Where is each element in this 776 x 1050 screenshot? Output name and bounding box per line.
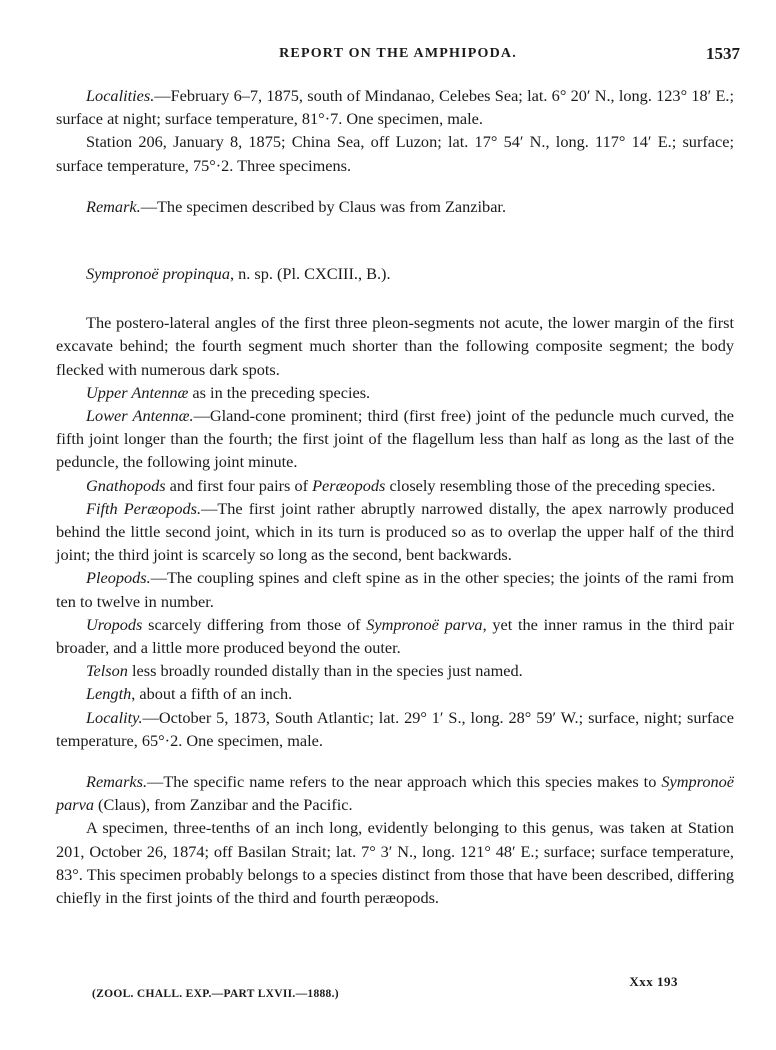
imprint-line: (ZOOL. CHALL. EXP.—PART LXVII.—1888.) — [92, 988, 339, 1000]
text-length: , about a fifth of an inch. — [131, 684, 293, 704]
label-pleopods: Pleopods. — [86, 568, 151, 588]
label-remark: Remark. — [86, 196, 141, 216]
text-pleopods: —The coupling spines and cleft spine as in the other species; the joints of the rami from ten to twelve in number. — [56, 568, 734, 611]
label-fifth-peraeopods: Fifth Peræopods. — [86, 498, 202, 518]
paragraph-remarks — [56, 770, 734, 816]
species-heading — [56, 262, 734, 285]
page-footer — [84, 974, 684, 1006]
paragraph-station-201 — [56, 816, 734, 909]
label-upper-antennae: Upper Antennæ — [86, 382, 189, 402]
paragraph-description — [56, 311, 734, 381]
label-length: Length — [86, 684, 132, 704]
label-uropods: Uropods — [86, 614, 143, 634]
text-remarks-mid: —The specific name refers to the near approach which this species makes to — [147, 772, 662, 792]
species-name: Sympronoë propinqua — [86, 264, 230, 284]
text-gnathopods-mid: and first four pairs of — [165, 475, 313, 495]
running-title: REPORT ON THE AMPHIPODA. — [279, 46, 517, 61]
paragraph-remark — [56, 195, 734, 218]
paragraph-locality — [56, 706, 734, 752]
text-upper-antennae: as in the preceding species. — [188, 382, 371, 402]
body-text — [56, 84, 734, 909]
text-uropods-mid: scarcely differing from those of — [142, 614, 367, 634]
text-remark: —The specimen described by Claus was from Zanzibar. — [140, 196, 507, 216]
text-description: The postero-lateral angles of the first three pleon-segments not acute, the lower margin of the first excavate behind; the fourth segment much shorter than the following composite segment; the body flecked with numerous dark spots. — [56, 313, 734, 379]
label-lower-antennae: Lower Antennæ. — [86, 406, 194, 426]
label-telson: Telson — [86, 661, 128, 681]
paragraph-pleopods — [56, 566, 734, 612]
label-sympronoe-parva: Sympronoë parva — [366, 614, 483, 634]
paragraph-upper-antennae — [56, 381, 734, 404]
label-gnathopods: Gnathopods — [86, 475, 166, 495]
paragraph-uropods — [56, 613, 734, 659]
signature-mark: Xxx 193 — [629, 974, 678, 989]
text-remarks: (Claus), from Zanzibar and the Pacific. — [93, 795, 353, 815]
species-plate-ref: , n. sp. (Pl. CXCIII., B.). — [229, 264, 391, 284]
label-remarks: Remarks. — [86, 772, 148, 792]
text-uropods: , yet the inner ramus in the third pair broader, and a little more produced beyond the outer. — [56, 614, 734, 658]
running-head — [56, 44, 740, 68]
text-gnathopods: closely resembling those of the preceding species. — [385, 475, 716, 495]
text-lower-antennae: —Gland-cone prominent; third (first free) joint of the peduncle much curved, the fifth joint longer than the fourth; the first joint of the flagellum less than half as long as the last of the peduncle, the following joint minute. — [56, 406, 734, 472]
paragraph-lower-antennae — [56, 404, 734, 474]
text-fifth-peraeopods: —The first joint rather abruptly narrowed distally, the apex narrowly produced behind the little second joint, which in its turn is produced so as to overlap the upper half of the third joint; the third joint is scarcely so long as the second, bent backwards. — [56, 498, 734, 565]
paragraph-length — [56, 682, 734, 705]
text-station-206: Station 206, January 8, 1875; China Sea, off Luzon; lat. 17° 54′ N., long. 117° 14′ E.; surface; surface temperature, 75°·2. Three specimens. — [56, 132, 734, 175]
paragraph-gnathopods — [56, 474, 734, 497]
paragraph-station-206 — [56, 130, 734, 176]
page-number: 1537 — [706, 44, 740, 63]
text-telson: less broadly rounded distally than in the species just named. — [127, 661, 523, 681]
label-localities: Localities. — [86, 86, 155, 105]
paragraph-fifth-peraeopods — [56, 497, 734, 567]
paragraph-telson — [56, 659, 734, 682]
text-station-201: A specimen, three-tenths of an inch long, evidently belonging to this genus, was taken at Station 201, October 26, 1874; off Basilan Strait; lat. 7° 3′ N., long. 121° 48′ E.; surface; surface temperature, 83°. This specimen probably belongs to a species distinct from those that have been described, differing chiefly in the first joints of the third and fourth peræopods. — [56, 818, 734, 908]
paragraph-localities — [56, 84, 734, 130]
text-locality: —October 5, 1873, South Atlantic; lat. 29° 1′ S., long. 28° 59′ W.; surface, night; surface temperature, 65°·2. One specimen, male. — [56, 707, 734, 750]
label-locality: Locality. — [86, 707, 143, 727]
label-peraeopods: Peræopods — [312, 475, 386, 495]
text-localities: —February 6–7, 1875, south of Mindanao, Celebes Sea; lat. 6° 20′ N., long. 123° 18′ E.; surface at night; surface temperature, 81°·7. One specimen, male. — [56, 86, 734, 129]
label-sympronoe-parva-2: Sympronoë parva — [56, 772, 734, 815]
